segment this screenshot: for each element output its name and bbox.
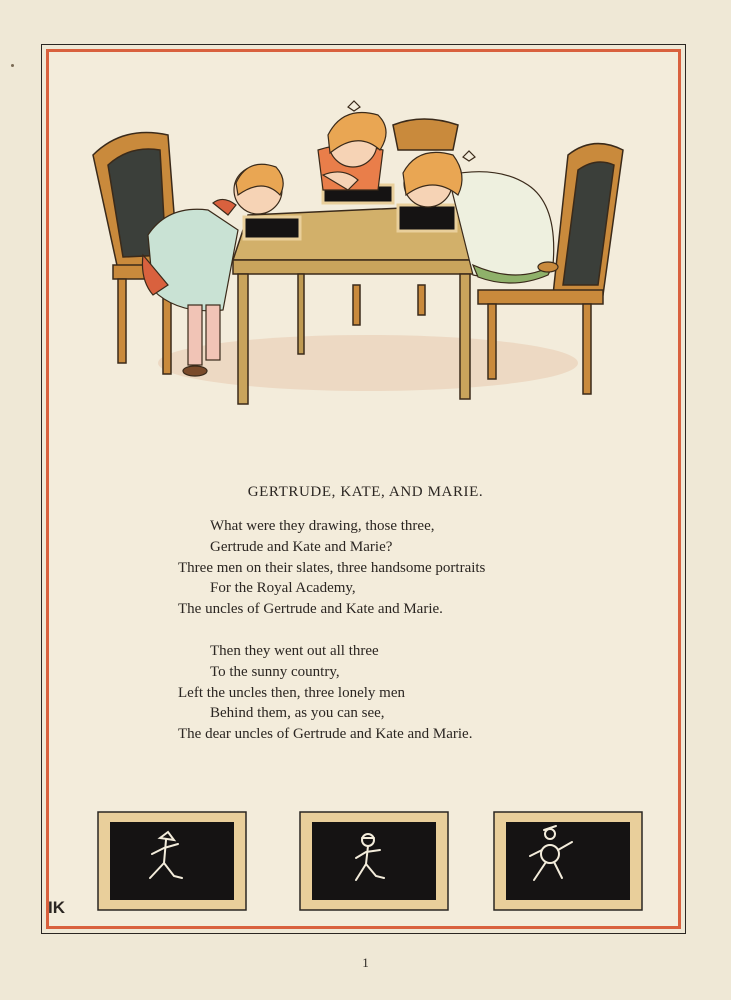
- poem-line: For the Royal Academy,: [210, 580, 356, 597]
- poem-title: GERTRUDE, KATE, AND MARIE.: [247, 484, 484, 500]
- poem-line: Gertrude and Kate and Marie?: [210, 538, 393, 555]
- page-number: 1: [362, 955, 369, 970]
- poem-line: Left the uncles then, three lonely men: [178, 684, 405, 701]
- poem-stanza-1: [178, 516, 598, 620]
- slate-1: [98, 812, 246, 910]
- paper-speck: [11, 64, 14, 67]
- poem-line: What were they drawing, those three,: [210, 518, 435, 534]
- slate-2: [300, 812, 448, 910]
- poem-stanza-2: [178, 641, 598, 745]
- girl-middle: [318, 101, 386, 190]
- poem-line: Behind them, as you can see,: [210, 705, 385, 722]
- poem-line: Then they went out all three: [210, 643, 379, 659]
- poem-line: The uncles of Gertrude and Kate and Marie.: [178, 601, 443, 618]
- slate-drawings-row: [94, 808, 654, 914]
- artist-monogram: IK: [48, 898, 65, 917]
- poem-line: The dear uncles of Gertrude and Kate and Marie.: [178, 726, 473, 743]
- floor-shadow: [158, 335, 578, 391]
- poem-line: To the sunny country,: [210, 663, 340, 680]
- slate-3: [494, 812, 642, 910]
- girls-drawing-illustration: [48, 95, 648, 415]
- poem-line: Three men on their slates, three handsome portraits: [178, 559, 486, 576]
